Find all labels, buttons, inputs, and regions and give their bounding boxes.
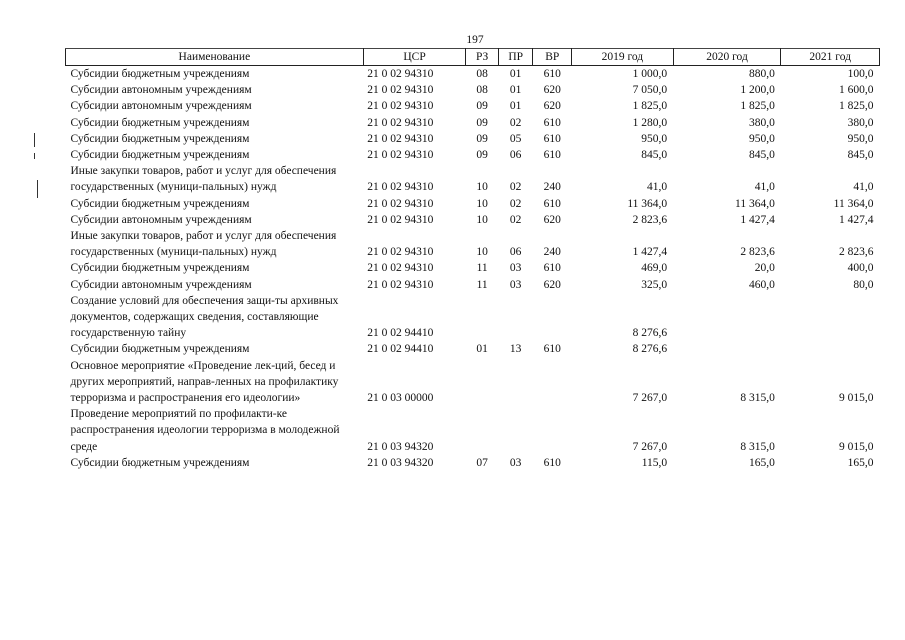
cell-csr: 21 0 03 00000 — [367, 392, 434, 405]
cell-2021: 1 427,4 — [839, 213, 874, 226]
cell-csr: 21 0 02 94310 — [367, 116, 434, 129]
cell-2019: 115,0 — [641, 456, 668, 469]
table-row — [66, 455, 880, 471]
cell-2020: 8 315,0 — [740, 440, 775, 453]
cell-2020: 950,0 — [749, 132, 775, 145]
cell-name: Субсидии бюджетным учреждениям — [70, 116, 250, 129]
cell-vr — [533, 358, 572, 407]
header-row — [66, 49, 880, 66]
cell-name: Субсидии бюджетным учреждениям — [70, 197, 250, 210]
cell-vr: 610 — [543, 197, 561, 210]
page-number: 197 — [466, 34, 484, 46]
cell-2020 — [673, 293, 781, 342]
header-vr: ВР — [533, 49, 572, 66]
cell-vr: 610 — [543, 116, 561, 129]
cell-2020: 165,0 — [749, 456, 775, 469]
margin-mark — [34, 133, 35, 147]
cell-2019: 950,0 — [641, 132, 668, 145]
cell-name: Создание условий для обеспечения защи-ты архивных документов, содержащих сведения, составляющие государственную тайну — [70, 294, 339, 340]
cell-rz: 08 — [476, 68, 488, 80]
cell-pr: 06 — [509, 246, 522, 259]
cell-csr: 21 0 02 94310 — [367, 278, 434, 291]
cell-pr: 01 — [509, 100, 522, 113]
cell-csr: 21 0 02 94310 — [367, 246, 434, 259]
cell-name: Субсидии автономным учреждениям — [70, 213, 252, 226]
cell-pr: 02 — [509, 116, 522, 129]
cell-rz — [466, 358, 499, 407]
cell-2019: 11 364,0 — [627, 197, 668, 210]
cell-csr: 21 0 02 94310 — [367, 181, 434, 194]
cell-vr: 610 — [543, 149, 561, 162]
cell-2020: 845,0 — [749, 149, 775, 162]
cell-2021 — [781, 341, 880, 357]
cell-csr: 21 0 02 94410 — [367, 343, 434, 356]
cell-pr — [498, 293, 533, 342]
cell-rz: 07 — [476, 456, 488, 469]
cell-pr: 01 — [509, 84, 522, 97]
cell-2020: 1 427,4 — [740, 213, 775, 226]
cell-pr: 03 — [509, 262, 522, 275]
budget-table — [65, 48, 880, 471]
cell-name: Субсидии бюджетным учреждениям — [70, 68, 250, 80]
cell-2019: 8 276,6 — [632, 343, 668, 356]
table-row — [66, 358, 880, 407]
cell-2019: 1 427,4 — [632, 246, 668, 259]
cell-name: Субсидии автономным учреждениям — [70, 278, 252, 291]
cell-csr: 21 0 03 94320 — [367, 440, 434, 453]
table-row — [66, 66, 880, 83]
cell-2019: 7 050,0 — [632, 84, 668, 97]
table-row — [66, 341, 880, 357]
cell-csr: 21 0 02 94310 — [367, 84, 434, 97]
cell-2020: 460,0 — [749, 278, 775, 291]
cell-2020: 20,0 — [754, 262, 775, 275]
cell-2020 — [673, 341, 781, 357]
header-2019: 2019 год — [572, 49, 674, 66]
header-rz: РЗ — [466, 49, 499, 66]
cell-name: Субсидии бюджетным учреждениям — [70, 262, 250, 275]
table-row — [66, 115, 880, 131]
cell-name: Субсидии автономным учреждениям — [70, 100, 252, 113]
cell-name: Субсидии бюджетным учреждениям — [70, 149, 250, 162]
cell-2019: 1 825,0 — [632, 100, 668, 113]
margin-mark — [34, 153, 35, 159]
cell-pr: 02 — [509, 181, 522, 194]
header-2021: 2021 год — [781, 49, 880, 66]
cell-2020: 1 825,0 — [740, 100, 775, 113]
cell-2021: 80,0 — [853, 278, 874, 291]
table-row — [66, 293, 880, 342]
cell-vr: 620 — [543, 213, 561, 226]
cell-csr: 21 0 02 94310 — [367, 149, 434, 162]
cell-pr — [498, 406, 533, 455]
cell-2019: 325,0 — [641, 278, 668, 291]
cell-2019: 7 267,0 — [632, 440, 668, 453]
cell-csr: 21 0 02 94310 — [367, 100, 434, 113]
cell-pr: 02 — [509, 197, 522, 210]
cell-csr: 21 0 02 94310 — [367, 68, 434, 80]
cell-csr: 21 0 02 94310 — [367, 213, 434, 226]
cell-vr: 610 — [543, 343, 561, 356]
table-row — [66, 260, 880, 276]
header-csr: ЦСР — [363, 49, 466, 66]
header-2020: 2020 год — [673, 49, 781, 66]
cell-2019: 2 823,6 — [632, 213, 668, 226]
cell-name: Субсидии автономным учреждениям — [70, 84, 252, 97]
cell-vr: 620 — [543, 100, 561, 113]
cell-name: Основное мероприятие «Проведение лек-ций, бесед и других мероприятий, направ-ленных на профилактику терроризма и распространения его идеологии» — [70, 359, 339, 405]
cell-2020: 41,0 — [754, 181, 775, 194]
cell-pr: 05 — [509, 132, 522, 145]
cell-2021: 2 823,6 — [839, 246, 874, 259]
table-row — [66, 147, 880, 163]
cell-2019: 41,0 — [647, 181, 668, 194]
cell-rz: 08 — [476, 84, 488, 97]
cell-pr: 13 — [509, 343, 522, 356]
cell-rz: 09 — [476, 100, 488, 113]
table-row — [66, 131, 880, 147]
cell-vr: 620 — [543, 84, 561, 97]
cell-2020: 8 315,0 — [740, 392, 775, 405]
cell-name: Иные закупки товаров, работ и услуг для обеспечения государственных (муници-пальных) нужд — [70, 165, 337, 194]
cell-vr — [533, 406, 572, 455]
cell-2020: 380,0 — [749, 116, 775, 129]
table-row — [66, 163, 880, 195]
cell-2021: 950,0 — [847, 132, 874, 145]
cell-rz: 11 — [476, 278, 488, 291]
cell-vr: 240 — [543, 246, 561, 259]
cell-rz — [466, 406, 499, 455]
cell-2021: 400,0 — [847, 262, 874, 275]
cell-2021: 100,0 — [847, 68, 874, 80]
cell-rz: 01 — [476, 343, 488, 356]
cell-name: Проведение мероприятий по профилакти-ке распространения идеологии терроризма в молодежной среде — [70, 408, 340, 453]
cell-rz: 09 — [476, 149, 488, 162]
cell-name: Субсидии бюджетным учреждениям — [70, 132, 250, 145]
cell-vr: 610 — [543, 262, 561, 275]
cell-2020: 11 364,0 — [735, 197, 775, 210]
cell-2021: 380,0 — [847, 116, 874, 129]
cell-rz: 09 — [476, 132, 488, 145]
cell-name: Субсидии бюджетным учреждениям — [70, 343, 250, 356]
cell-2020: 2 823,6 — [740, 246, 775, 259]
cell-2021 — [781, 293, 880, 342]
cell-2019: 469,0 — [641, 262, 668, 275]
cell-rz: 10 — [476, 197, 488, 210]
table-row — [66, 196, 880, 212]
cell-2021: 11 364,0 — [833, 197, 874, 210]
cell-pr: 06 — [509, 149, 522, 162]
cell-rz — [466, 293, 499, 342]
cell-2019: 1 280,0 — [632, 116, 668, 129]
cell-vr: 610 — [543, 68, 561, 80]
cell-rz: 10 — [476, 213, 488, 226]
cell-2019: 8 276,6 — [632, 327, 668, 340]
cell-name: Иные закупки товаров, работ и услуг для обеспечения государственных (муници-пальных) нужд — [70, 230, 337, 259]
cell-2021: 9 015,0 — [839, 440, 874, 453]
table-row — [66, 277, 880, 293]
cell-csr: 21 0 03 94320 — [367, 456, 434, 469]
cell-csr: 21 0 02 94310 — [367, 132, 434, 145]
cell-csr: 21 0 02 94410 — [367, 327, 434, 340]
cell-2021: 9 015,0 — [839, 392, 874, 405]
table-row — [66, 406, 880, 455]
cell-rz: 10 — [476, 181, 488, 194]
cell-pr: 01 — [509, 68, 522, 80]
table-row — [66, 228, 880, 260]
cell-2021: 1 825,0 — [839, 100, 874, 113]
cell-pr — [498, 358, 533, 407]
cell-2020: 880,0 — [749, 68, 775, 80]
cell-vr: 610 — [543, 132, 561, 145]
cell-vr — [533, 293, 572, 342]
cell-rz: 09 — [476, 116, 488, 129]
header-pr: ПР — [498, 49, 533, 66]
cell-2019: 845,0 — [641, 149, 668, 162]
cell-pr: 02 — [509, 213, 522, 226]
cell-pr: 03 — [509, 456, 522, 469]
cell-vr: 240 — [543, 181, 561, 194]
table-row — [66, 82, 880, 98]
cell-2021: 1 600,0 — [839, 84, 874, 97]
cell-2021: 165,0 — [847, 456, 874, 469]
cell-csr: 21 0 02 94310 — [367, 197, 434, 210]
table-row — [66, 212, 880, 228]
cell-2020: 1 200,0 — [740, 84, 775, 97]
cell-2019: 7 267,0 — [632, 392, 668, 405]
cell-rz: 11 — [476, 262, 488, 275]
cell-csr: 21 0 02 94310 — [367, 262, 434, 275]
cell-pr: 03 — [509, 278, 522, 291]
cell-2021: 41,0 — [853, 181, 874, 194]
header-name: Наименование — [66, 49, 364, 66]
cell-2021: 845,0 — [847, 149, 874, 162]
table-row — [66, 98, 880, 114]
cell-name: Субсидии бюджетным учреждениям — [70, 456, 250, 469]
cell-rz: 10 — [476, 246, 488, 259]
margin-mark — [37, 180, 38, 198]
cell-vr: 610 — [543, 456, 561, 469]
cell-vr: 620 — [543, 278, 561, 291]
cell-2019: 1 000,0 — [632, 68, 668, 80]
